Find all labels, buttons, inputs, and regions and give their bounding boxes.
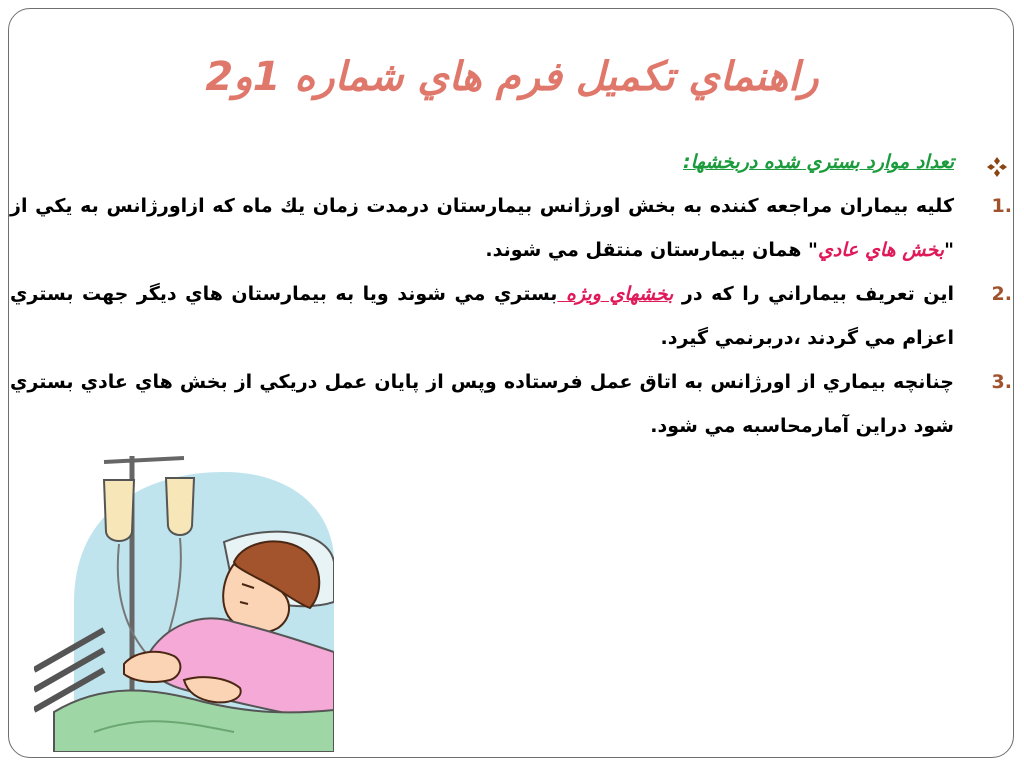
- list-item: [10, 184, 1012, 272]
- hospital-patient-iv-illustration: [34, 452, 334, 752]
- section-heading: تعداد موارد بستري شده دربخشها:: [683, 151, 954, 173]
- item-text-after: بستري مي شوند ويا به بيمارستان هاي ديگر جهت بستري اعزام مي گردند ،دربرنمي گيرد.: [10, 283, 954, 349]
- item-number: 3.: [991, 371, 1012, 393]
- list-item: [10, 360, 1012, 448]
- item-number: 2.: [991, 283, 1012, 305]
- item-text-after: " همان بيمارستان منتقل مي شوند.: [485, 239, 818, 261]
- list-item: [10, 272, 1012, 360]
- slide-content: [10, 140, 1012, 448]
- diamond-bullet-icon: [986, 150, 1008, 172]
- heading-row: [10, 140, 1012, 184]
- item-text: اين تعريف بيماراني را كه در: [673, 283, 954, 305]
- item-highlight: بخش هاي عادي: [817, 239, 945, 261]
- slide-title: راهنماي تكميل فرم هاي شماره 1و2: [205, 54, 819, 100]
- item-text: چنانچه بيماري از اورژانس به اتاق عمل فرستاده وپس از پايان عمل دريكي از بخش هاي عادي بستري شود دراين آمارمحاسبه مي شود.: [10, 371, 954, 437]
- item-highlight: بخشهاي ويژه: [557, 283, 674, 305]
- item-text: كليه بيماران مراجعه كننده به بخش اورژانس بيمارستان درمدت زمان يك ماه كه ازاورژانس به يكي از ": [10, 195, 954, 261]
- item-number: 1.: [991, 195, 1012, 217]
